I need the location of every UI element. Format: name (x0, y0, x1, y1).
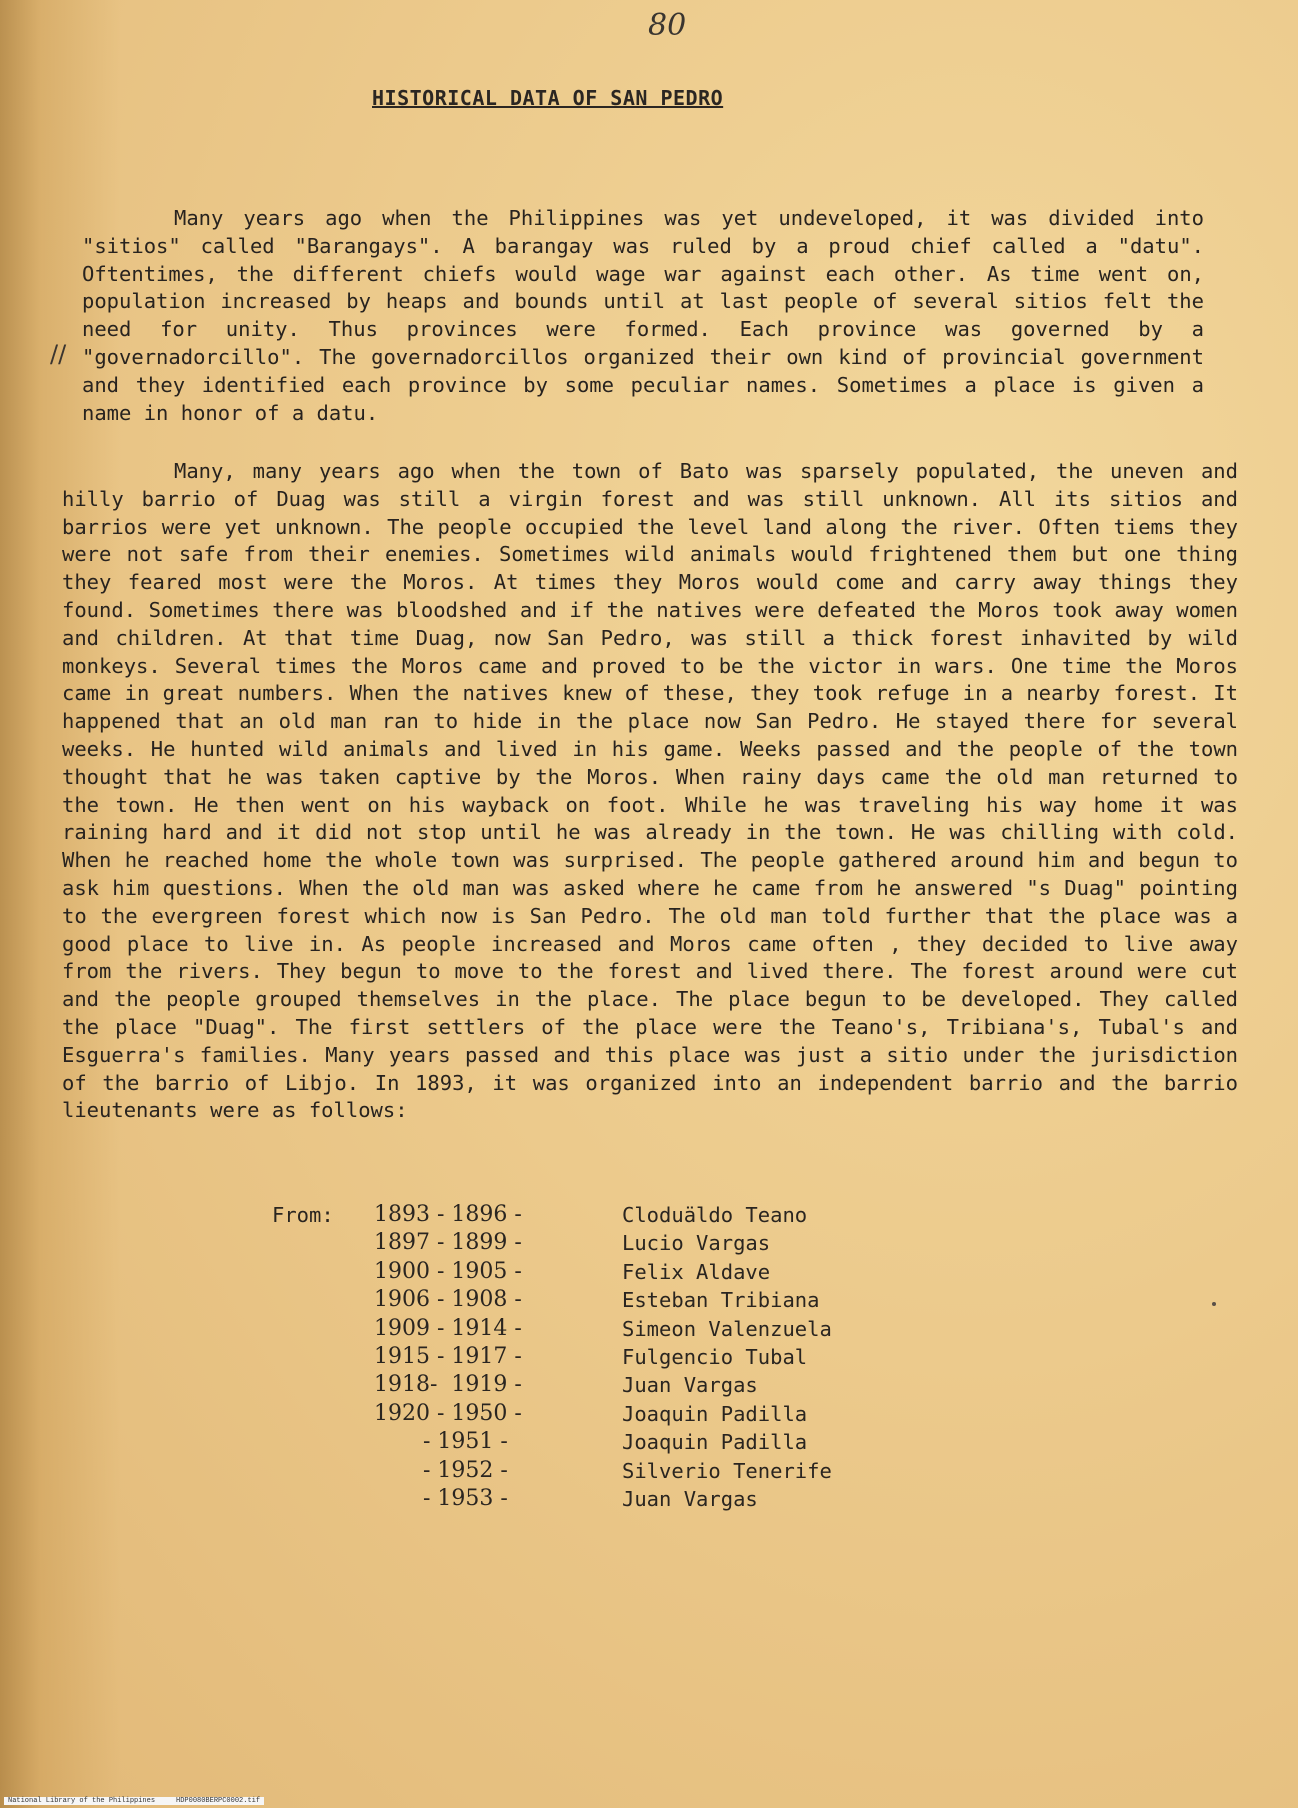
name-cell: Juan Vargas (622, 1373, 758, 1398)
name-cell: Silverio Tenerife (622, 1458, 832, 1483)
years-cell: - 1951 - (374, 1429, 508, 1455)
name-cell: Felix Aldave (622, 1259, 771, 1284)
paragraph-1: Many years ago when the Philippines was yet undeveloped, it was divided into "sitios" called "Barangays". A barangay was ruled by a proud chief called a "datu". Oftentimes, the different chiefs would wage war against each other. As time went on, population increased by heaps and bounds until at last people of several sitios felt the need for unity. Thus provinces were formed. Each province was governed by a "governadorcillo". The governadorcillos organized their own kind of provincial government and they identified each province by some peculiar names. Sometimes a place is given a name in honor of a datu. (82, 206, 1204, 425)
page-title: HISTORICAL DATA OF SAN PEDRO (372, 86, 724, 110)
years-cell: 1918- 1919 - (374, 1372, 522, 1398)
page-number: 80 (648, 8, 687, 43)
years-cell: 1909 - 1914 - (374, 1315, 522, 1341)
table-row (272, 1485, 832, 1513)
table-row (272, 1343, 832, 1371)
ink-speck (1212, 1302, 1216, 1306)
name-cell: Joaquin Padilla (622, 1430, 808, 1455)
years-cell: 1900 - 1905 - (374, 1258, 522, 1284)
years-cell: 1897 - 1899 - (374, 1230, 522, 1256)
name-cell: Cloduäldo Teano (622, 1203, 808, 1227)
name-cell: Lucio Vargas (622, 1231, 771, 1256)
name-cell: Joaquin Padilla (622, 1401, 808, 1426)
from-label: From: (272, 1203, 334, 1227)
table-row (272, 1258, 832, 1286)
table-row (272, 1457, 832, 1485)
lieutenants-table (272, 1201, 832, 1513)
table-row (272, 1371, 832, 1399)
archive-footer: National Library of the Philippines HDP0080BERPC0002.tif (4, 1797, 264, 1805)
name-cell: Juan Vargas (622, 1486, 758, 1511)
table-row (272, 1315, 832, 1343)
years-cell: 1920 - 1950 - (374, 1400, 522, 1426)
table-row (272, 1428, 832, 1456)
name-cell: Simeon Valenzuela (622, 1316, 832, 1341)
paragraph-2: Many, many years ago when the town of Bato was sparsely populated, the uneven and hilly barrio of Duag was still a virgin forest and was still unknown. All its sitios and barrios were yet unknown. The people occupied the level land along the river. Often tiems they were not safe from their enemies. Sometimes wild animals would frightened them but one thing they feared most were the Moros. At times they Moros would come and carry away things they found. Sometimes there was bloodshed and if the natives were defeated the Moros took away women and children. At that time Duag, now San Pedro, was still a thick forest inhavited by wild monkeys. Several times the Moros came and proved to be the victor in wars. One time the Moros came in great numbers. When the natives knew of these, they took refuge in a nearby forest. It happened that an old man ran to hide in the place now San Pedro. He stayed there for several weeks. He hunted wild animals and lived in his game. Weeks passed and the people of the town thought that he was taken captive by the Moros. When rainy days came the old man returned to the town. He then went on his wayback on foot. While he was traveling his way home it was raining hard and it did not stop until he was already in the town. He was chilling with cold. When he reached home the whole town was surprised. The people gathered around him and begun to ask him questions. When the old man was asked where he came from he answered "s Duag" pointing to the evergreen forest which now is San Pedro. The old man told further that the place was a good place to live in. As people increased and Moros came often , they decided to live away from the rivers. They begun to move to the forest and lived there. The forest around were cut and the people grouped themselves in the place. The place begun to be developed. They called the place "Duag". The first settlers of the place were the Teano's, Tribiana's, Tubal's and Esguerra's families. Many years passed and this place was just a sitio under the jurisdiction of the barrio of Libjo. In 1893, it was organized into an independent barrio and the barrio lieutenants were as follows: (62, 459, 1238, 1123)
name-cell: Fulgencio Tubal (622, 1344, 808, 1369)
years-cell: - 1952 - (374, 1457, 508, 1483)
table-row (272, 1201, 832, 1229)
years-cell: 1893 - 1896 - (374, 1202, 522, 1227)
table-row (272, 1286, 832, 1314)
table-row (272, 1400, 832, 1428)
years-cell: 1906 - 1908 - (374, 1287, 522, 1313)
years-cell: 1915 - 1917 - (374, 1343, 522, 1369)
margin-correction-mark: // (50, 340, 67, 368)
table-row (272, 1229, 832, 1257)
years-cell: - 1953 - (374, 1485, 508, 1511)
name-cell: Esteban Tribiana (622, 1288, 820, 1313)
